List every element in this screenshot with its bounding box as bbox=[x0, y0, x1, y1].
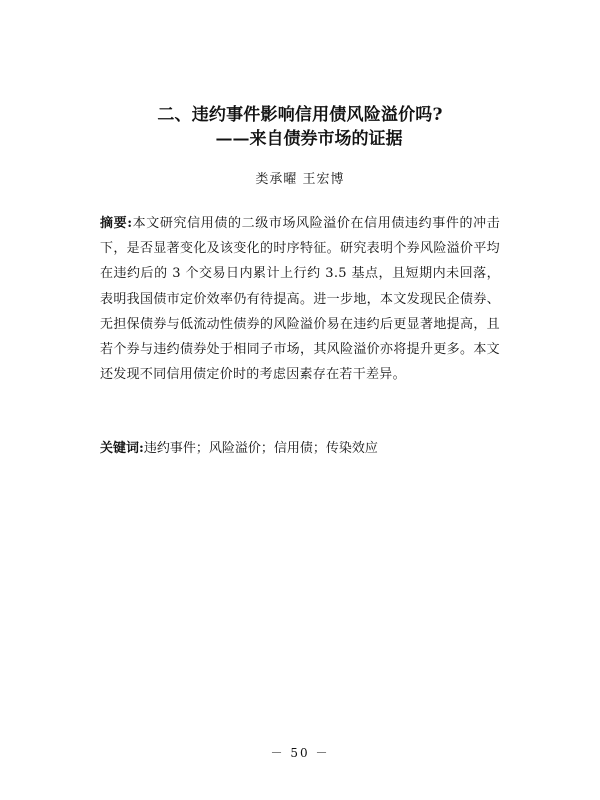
abstract-text: 本文研究信用债的二级市场风险溢价在信用债违约事件的冲击下，是否显著变化及该变化的时序特征。研究表明个券风险溢价平均在违约后的 3 个交易日内累计上行约 3.5 基点，且短期内未回落，表明我国债市定价效率仍有待提高。进一步地，本文发现民企债券、无担保债券与低流动性债券的风险溢价易在违约后更显著地提高，且若个券与违约债券处于相同子市场，其风险溢价亦将提升更多。本文还发现不同信用债定价时的考虑因素存在若干差异。 bbox=[100, 216, 500, 383]
abstract-paragraph bbox=[100, 211, 500, 387]
keywords-line bbox=[100, 439, 500, 459]
abstract-label: 摘要: bbox=[100, 216, 133, 231]
title-block bbox=[0, 103, 600, 151]
keywords-text: 违约事件；风险溢价；信用债；传染效应 bbox=[143, 441, 378, 456]
page-number: － 50 － bbox=[270, 746, 330, 760]
keywords-label: 关键词: bbox=[100, 441, 144, 456]
authors-line: 类承曜 王宏博 bbox=[255, 172, 345, 187]
paper-title: 二、违约事件影响信用债风险溢价吗? bbox=[157, 105, 443, 125]
paper-subtitle: ——来自债券市场的证据 bbox=[215, 129, 403, 149]
